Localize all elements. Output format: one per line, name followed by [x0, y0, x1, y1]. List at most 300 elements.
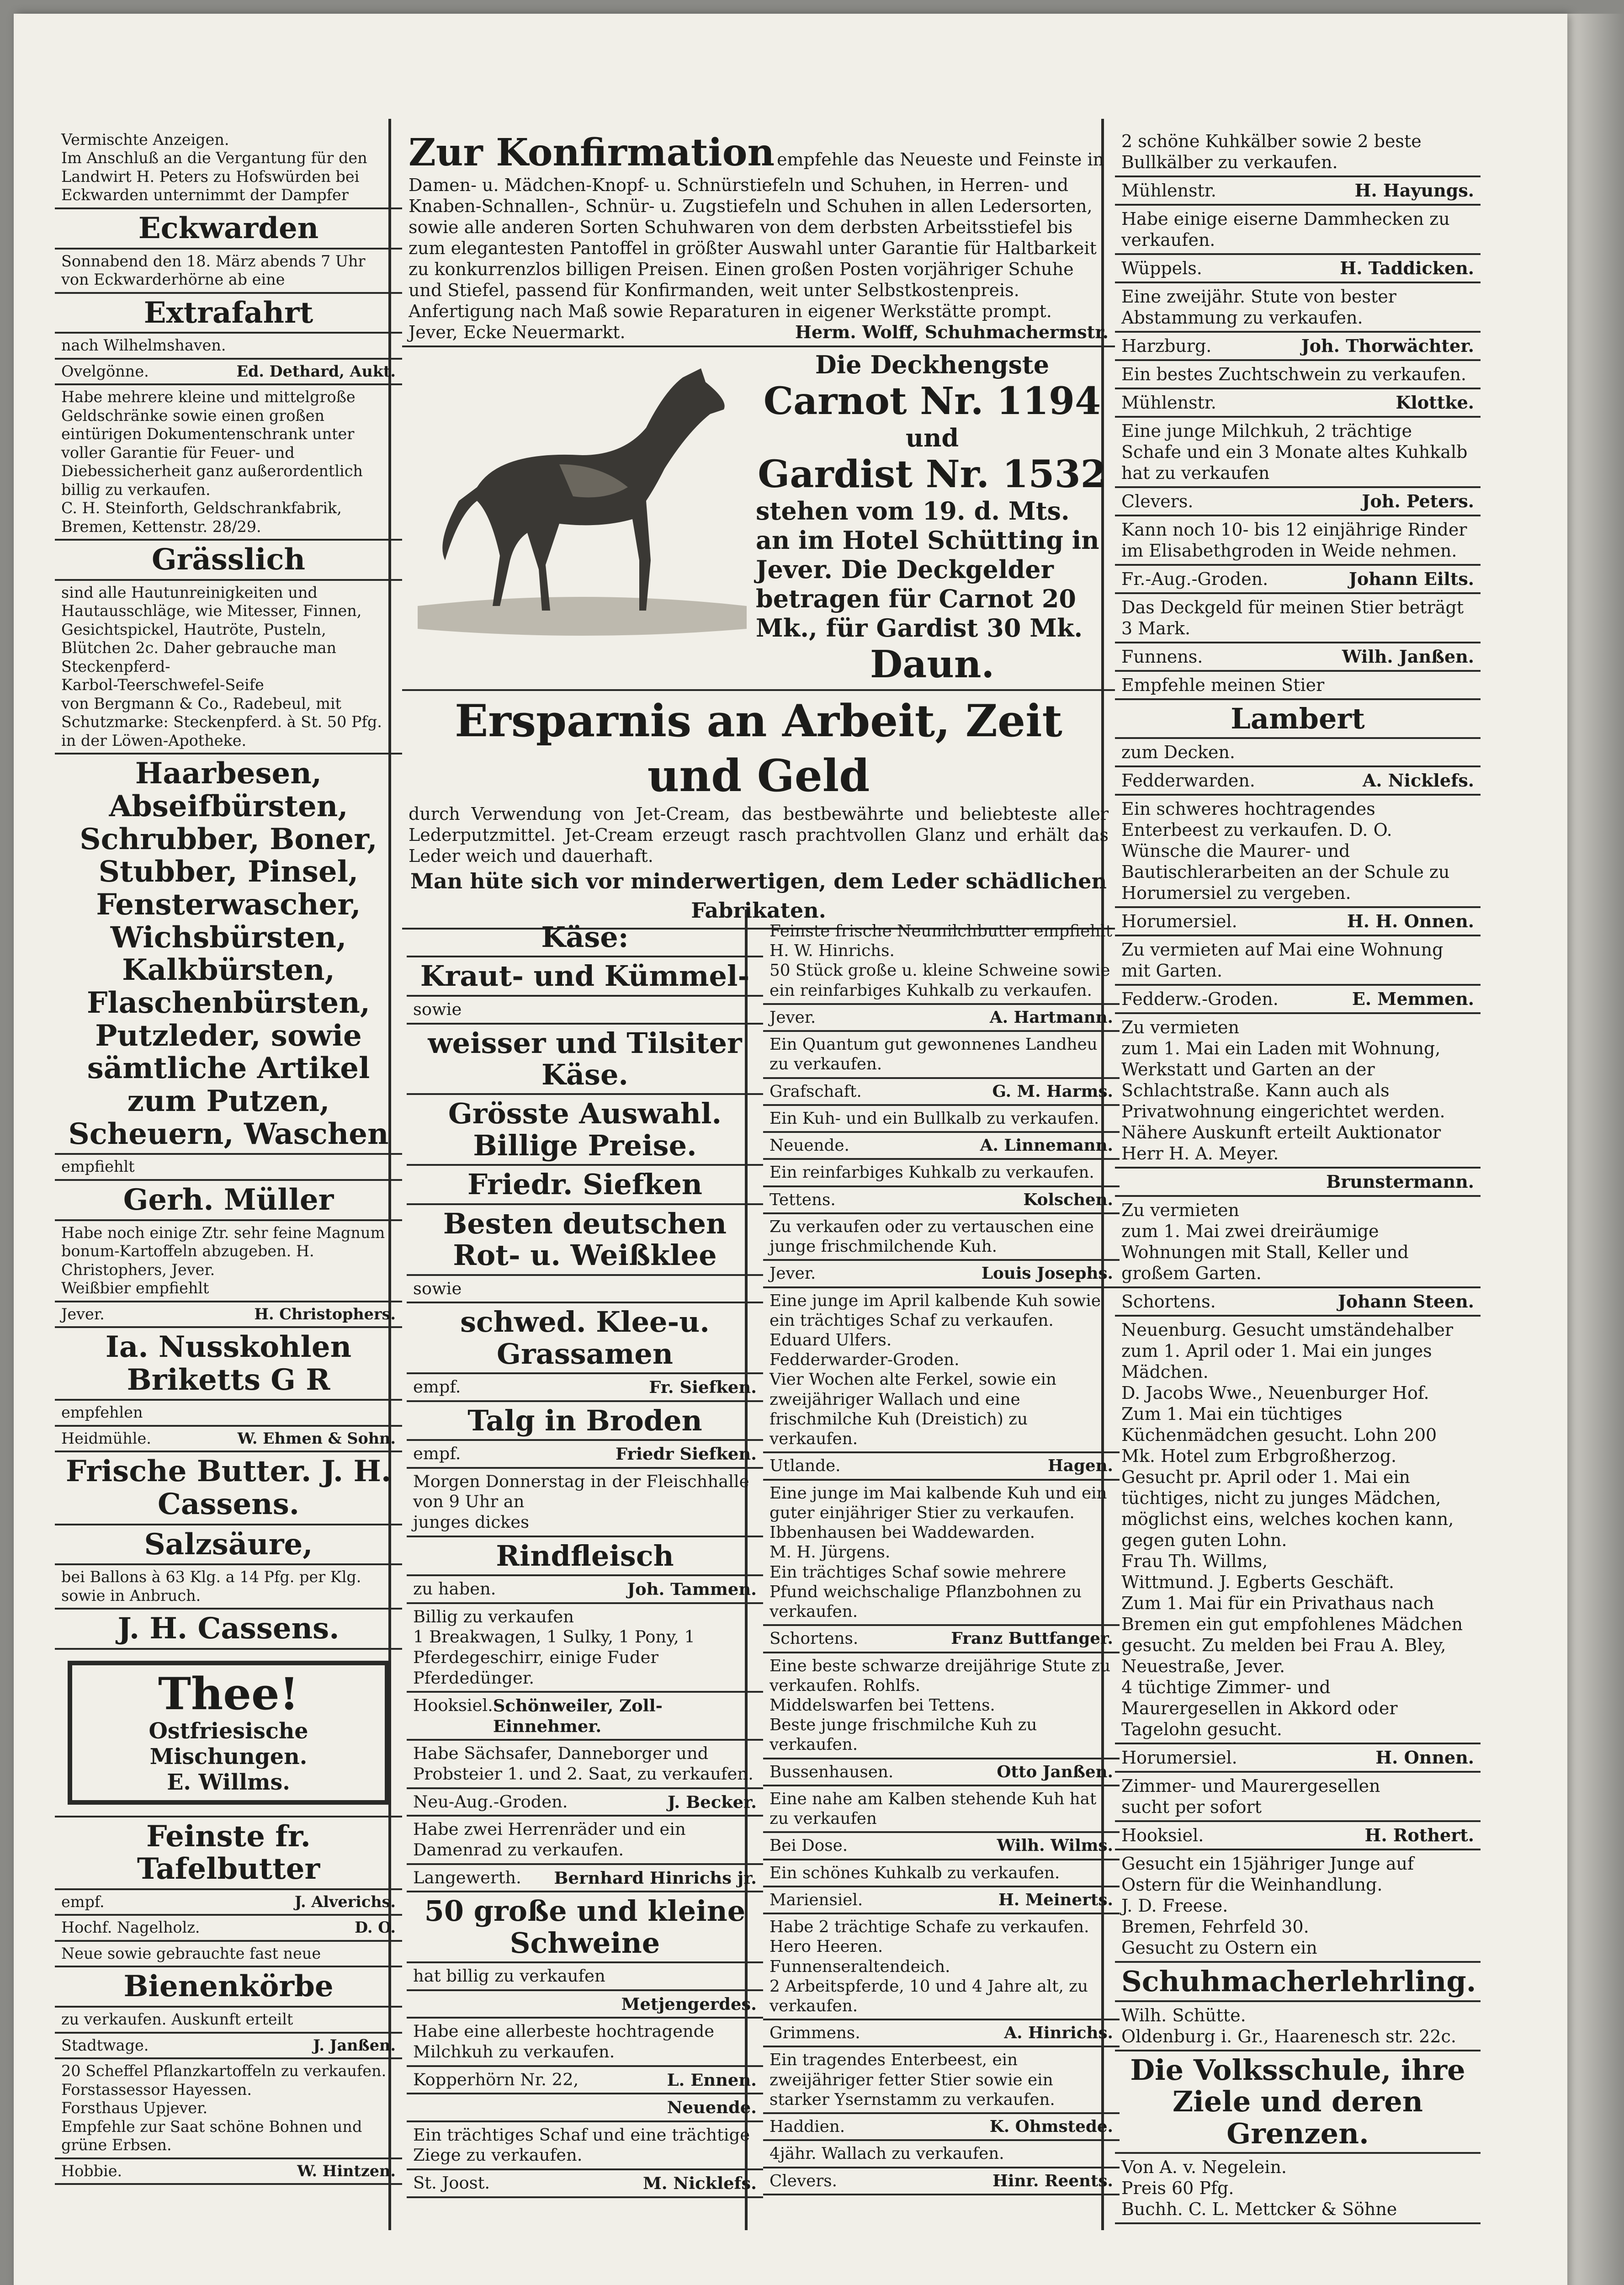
thee-subtitle: Ostfriesische Mischungen. [149, 1718, 308, 1770]
ad-text: 4 tüchtige Zimmer- und Maurergesellen in Akkord oder Tagelohn gesucht. [1121, 1677, 1398, 1740]
signature-name: Fr. Siefken. [649, 1377, 757, 1398]
ad-block [55, 1610, 402, 1650]
signature-place: Mühlenstr. [1121, 393, 1216, 413]
ad-headline: Eckwarden [138, 211, 319, 245]
signature-place: St. Joost. [413, 2173, 490, 2193]
signature-place: Clevers. [1121, 491, 1194, 511]
signature-place: Clevers. [770, 2171, 837, 2190]
signature-place: Jever. [61, 1305, 105, 1323]
ad-block [763, 1914, 1120, 2020]
signature-name: Wilh. Janßen. [1342, 646, 1474, 667]
ad-signature [1121, 770, 1474, 791]
ad-text: Ein trächtiges Schaf und eine trächtige Ziege zu verkaufen. [413, 2125, 750, 2165]
signature-name: W. Hintzen. [297, 2162, 396, 2180]
ad-text: J. D. Freese. [1121, 1896, 1228, 1916]
ad-text: Empfehle meinen Stier [1121, 675, 1325, 695]
ad-block [55, 1650, 402, 1817]
ad-block [407, 2170, 763, 2198]
ad-signature [1121, 1747, 1474, 1768]
ad-block [763, 2114, 1120, 2141]
ad-text: Ein schweres hochtragendes Enterbeest zu verkaufen. D. O. [1121, 799, 1392, 840]
ad-text: Von A. v. Negelein. [1121, 2157, 1287, 2178]
ad-text: Zu vermieten auf Mai eine Wohnung mit Garten. [1121, 940, 1444, 981]
ad-signature [770, 2023, 1113, 2043]
ad-signature [770, 1008, 1113, 1027]
ad-text: C. H. Steinforth, Geldschrankfabrik, Bremen, Kettenstr. 28/29. [61, 499, 342, 536]
ad-headline: Ia. Nusskohlen Briketts G R [105, 1330, 352, 1397]
ad-headline: Frische Butter. J. H. Cassens. [65, 1454, 392, 1522]
ad-text: Bremen, Fehrfeld 30. [1121, 1917, 1309, 1937]
signature-place: Tettens. [770, 1190, 836, 1209]
ad-block [763, 1887, 1120, 1914]
ad-headline: Extrafahrt [143, 295, 313, 330]
signature-name: H. H. Onnen. [1347, 911, 1474, 932]
ad-signature [770, 1190, 1113, 1210]
signature-name: H. Meinerts. [998, 1890, 1113, 1909]
ad-text: von Bergmann & Co., Radebeul, mit Schutzmarke: Steckenpferd. à St. 50 Pfg. in der Löwen-Apotheke. [61, 694, 382, 749]
ad-block [1115, 389, 1481, 418]
ad-text: Habe 2 trächtige Schafe zu verkaufen. Hero Heeren. [770, 1918, 1089, 1956]
ad-block [1115, 361, 1481, 389]
ad-headline: Kraut- und Kümmel- [420, 959, 750, 993]
signature-name: J. Alverichs. [294, 1892, 396, 1911]
signature-place: Horumersiel. [1121, 1748, 1237, 1768]
ad-block [1115, 2154, 1481, 2224]
signature-name: M. Nicklefs. [642, 2173, 757, 2194]
signature-place: Neu-Aug.-Groden. [413, 1791, 568, 1812]
signature-place: Ovelgönne. [61, 362, 149, 380]
ad-headline: Talg in Broden [467, 1403, 702, 1437]
ad-block [55, 1181, 402, 1221]
ad-text: Zu verkaufen oder zu vertauschen eine junge frischmilchende Kuh. [770, 1217, 1094, 1256]
stallion-text: Die Deckhengste Carnot Nr. 1194 und Gardist Nr. 1532 stehen vom 19. d. Mts. an im Hotel Schütting in Jever. Die Deckgelder betragen für Carnot 20 Mk., für Gardist 30 Mk. Daun. [756, 350, 1109, 686]
ad-headline: Besten deutschen Rot- u. Weißklee [443, 1206, 727, 1272]
ad-block [1115, 1317, 1481, 1744]
ad-text: hat billig zu verkaufen [413, 1966, 605, 1986]
ad-block [407, 2094, 763, 2122]
signature-place: Mühlenstr. [1121, 181, 1216, 201]
ad-block [1115, 2002, 1481, 2051]
ad-block [1115, 986, 1481, 1014]
ad-signature [413, 1695, 757, 1736]
ad-text: zum 1. Mai ein Laden mit Wohnung, Werkstatt und Garten an der Schlachtstraße. Kann auch als Privatwohnung eingerichtet werden. Nähere Auskunft erteilt Auktionator Herr H. A. Meyer. [1121, 1038, 1445, 1164]
signature-place: Hooksiel. [1121, 1825, 1204, 1846]
ad-block [763, 2020, 1120, 2047]
ad-text: 2 schöne Kuhkälber sowie 2 beste Bullkälber zu verkaufen. [1121, 131, 1422, 172]
ad-text: Oldenburg i. Gr., Haarenesch str. 22c. [1121, 2026, 1456, 2046]
column-2-top [402, 128, 1115, 923]
ad-signature [770, 1264, 1113, 1283]
ad-block [763, 1653, 1120, 1759]
signature-place: Grafschaft. [770, 1082, 862, 1101]
ad-block [55, 2008, 402, 2033]
ad-headline: Friedr. Siefken [467, 1168, 702, 1201]
signature-name: A. Hartmann. [989, 1007, 1113, 1027]
ad-block [55, 1967, 402, 2008]
ad-text: 20 Scheffel Pflanzkartoffeln zu verkaufen. [61, 2062, 387, 2080]
ad-text: Habe noch einige Ztr. sehr feine Magnum bonum-Kartoffeln abzugeben. H. Christophers, Jever. [61, 1223, 385, 1279]
ad-block [55, 1565, 402, 1610]
ad-signature [1121, 392, 1474, 413]
signature-name: D. O. [355, 1918, 396, 1937]
ad-signature [413, 2070, 757, 2090]
ad-text: Karbol-Teerschwefel-Seife [61, 676, 264, 694]
ad-text: Middelswarfen bei Tettens. [770, 1695, 995, 1715]
ad-text: Eine junge im April kalbende Kuh sowie ein trächtiges Schaf zu verkaufen. Eduard Ulfers. [770, 1291, 1101, 1350]
ad-text: Wilh. Schütte. [1121, 2005, 1246, 2025]
ad-block [1115, 594, 1481, 643]
ad-block [763, 1626, 1120, 1653]
ad-block [763, 2047, 1120, 2114]
ad-block [1115, 333, 1481, 361]
ad-signature [1121, 258, 1474, 279]
ad-block [407, 1469, 763, 1537]
signature-name: Joh. Thorwächter. [1301, 335, 1474, 356]
signature-name: H. Onnen. [1375, 1747, 1474, 1768]
ad-text: nach Wilhelmshaven. [61, 336, 226, 355]
ad-text: zum Decken. [1121, 742, 1235, 763]
stallion-ad [402, 347, 1115, 691]
ad-signature [413, 2173, 757, 2194]
ad-signature [413, 1994, 757, 2014]
ad-block [1115, 128, 1481, 177]
ad-block [407, 1963, 763, 1991]
ad-block [407, 1991, 763, 2019]
ad-block [1115, 206, 1481, 255]
ad-block [55, 1221, 402, 1302]
signature-place: Bussenhausen. [770, 1762, 894, 1781]
ad-headline: Salzsäure, [144, 1527, 313, 1562]
ad-block [407, 1892, 763, 1963]
ad-signature [61, 1429, 396, 1448]
ad-signature [1121, 569, 1474, 590]
signature-name: Hinr. Reents. [992, 2171, 1113, 2190]
ad-text: empfehlen [61, 1403, 143, 1422]
ad-block [407, 919, 763, 957]
ad-text: sind alle Hautunreinigkeiten und Hautausschläge, wie Mitesser, Finnen, Gesichtspickel, Hautröte, Pusteln, Blütchen 2c. Daher gebrauche man [61, 583, 362, 657]
ad-text: Gesucht zu Ostern ein [1121, 1938, 1317, 1958]
ad-signature [770, 1836, 1113, 1855]
ad-block [763, 2141, 1120, 2168]
ad-headline: Grösste Auswahl. Billige Preise. [448, 1097, 722, 1162]
column-2-lower [407, 919, 763, 2235]
signature-name: Hagen. [1048, 1456, 1113, 1476]
signature-name: Friedr Siefken. [616, 1444, 757, 1464]
signature-name: H. Hayungs. [1354, 180, 1474, 201]
ad-signature [1121, 646, 1474, 667]
ad-block [1115, 1288, 1481, 1317]
ad-text: Habe eine allerbeste hochtragende Milchkuh zu verkaufen. [413, 2021, 715, 2062]
ad-text: Ein schönes Kuhkalb zu verkaufen. [770, 1863, 1060, 1882]
signature-place: Jever. [770, 1264, 816, 1283]
ad-block [763, 1786, 1120, 1833]
ad-signature [770, 1629, 1113, 1648]
ad-block [763, 1860, 1120, 1887]
ad-text: Buchh. C. L. Mettcker & Söhne [1121, 2199, 1397, 2220]
signature-name: J. Janßen. [313, 2036, 396, 2054]
ad-text: Im Anschluß an die Vergantung für den Landwirt H. Peters zu Hofswürden bei Eckwarden unternimmt der Dampfer [61, 149, 367, 204]
signature-place: Hooksiel. [413, 1695, 493, 1716]
signature-name: Ed. Dethard, Aukt. [236, 362, 396, 380]
ad-block [763, 1453, 1120, 1480]
signature-place: Harzburg. [1121, 336, 1212, 356]
ad-block [55, 1452, 402, 1525]
ad-block [1115, 516, 1481, 566]
newspaper-page [14, 14, 1567, 2285]
thee-signature: E. Willms. [167, 1770, 290, 1796]
ad-block [763, 1833, 1120, 1860]
signature-place: Heidmühle. [61, 1429, 151, 1447]
ad-signature [61, 2162, 396, 2180]
signature-place: Horumersiel. [1121, 911, 1237, 932]
ad-text: Kann noch 10- bis 12 einjährige Rinder im Elisabethgroden in Weide nehmen. [1121, 520, 1467, 561]
ad-text: Das Deckgeld für meinen Stier beträgt 3 Mark. [1121, 597, 1464, 638]
ad-block [1115, 283, 1481, 333]
ad-text: Neuenburg. Gesucht umständehalber zum 1. April oder 1. Mai ein junges Mädchen. [1121, 1320, 1454, 1382]
signature-name: H. Rothert. [1364, 1825, 1474, 1846]
konfirmation-text: empfehle das Neueste und Feinste in Damen- u. Mädchen-Knopf- u. Schnürstiefeln und Schuhen, in Herren- und Knaben-Schnallen-, Schnür- u. Zugstiefeln und Schuhen in allen Ledersorten, sowie alle anderen Sorten Schuhwaren von dem derbsten Arbeitsstiefel bis zum elegantesten Pantoffel in größter Auswahl unter Garantie für Haltbarkeit zu konkurrenzlos billigen Preisen. Einen großen Posten vorjähriger Schuhe und Stiefel, passend für Konfirmanden, weit unter Selbstkostenpreis. Anfertigung nach Maß sowie Reparaturen in eigener Werkstätte prompt. [409, 149, 1104, 321]
ad-headline: 50 große und kleine Schweine [424, 1894, 746, 1960]
ad-block [1115, 2051, 1481, 2154]
ad-text: empfiehlt [61, 1158, 135, 1176]
ad-block [55, 2034, 402, 2059]
ad-block [55, 1302, 402, 1328]
ad-block [407, 1789, 763, 1817]
ad-text: Ein Kuh- und ein Bullkalb zu verkaufen. [770, 1109, 1099, 1128]
ad-block [55, 1525, 402, 1566]
ad-headline: Die Volksschule, ihre Ziele und deren Grenzen. [1130, 2053, 1465, 2150]
ad-headline: Lambert [1231, 702, 1365, 735]
ad-headline: J. H. Cassens. [117, 1611, 340, 1646]
signature-place: Fedderw.-Groden. [1121, 989, 1279, 1010]
konfirmation-signature: Jever, Ecke Neuermarkt. Herm. Wolff, Schuhmachermstr. [409, 322, 1109, 342]
ad-block [55, 385, 402, 541]
ad-text: sowie [413, 999, 462, 1019]
ad-block [55, 334, 402, 359]
signature-name: Joh. Tammen. [627, 1579, 757, 1600]
ad-text: Ein Quantum gut gewonnenes Landheu zu verkaufen. [770, 1035, 1098, 1074]
ad-block [1115, 1744, 1481, 1773]
ad-text: Forsthaus Upjever. [61, 2099, 208, 2117]
ad-signature [413, 1444, 757, 1464]
ad-text: Ein bestes Zuchtschwein zu verkaufen. [1121, 364, 1466, 384]
ad-block [763, 1032, 1120, 1079]
column-3 [763, 919, 1120, 2235]
signature-name: J. Becker. [667, 1791, 757, 1812]
jet-cream-ad: Ersparnis an Arbeit, Zeit und Geld durch Verwendung von Jet-Cream, das bestbewährte und beliebteste aller Lederputzmittel. Jet-Cream erzeugt rasch prachtvollen Glanz und erhält das Leder weich und dauerhaft. Man hüte sich vor minderwertigen, dem Leder schädlichen Fabrikaten. [402, 691, 1115, 930]
signature-name: Schönweiler, Zoll-Einnehmer. [493, 1695, 663, 1736]
ad-text: Habe zwei Herrenräder und ein Damenrad zu verkaufen. [413, 1819, 686, 1860]
ad-block [763, 1005, 1120, 1032]
ad-block [407, 1303, 763, 1374]
signature-name: Bernhard Hinrichs jr. [554, 1867, 757, 1888]
ad-block [1115, 566, 1481, 594]
ad-text: Eine junge Milchkuh, 2 trächtige Schafe und ein 3 Monate altes Kuhkalb hat zu verkaufen [1121, 421, 1468, 483]
ad-text: Zum 1. Mai ein tüchtiges Küchenmädchen gesucht. Lohn 200 Mk. Hotel zum Erbgroßherzog. [1121, 1404, 1437, 1467]
ad-block [1115, 767, 1481, 796]
ad-block [55, 1817, 402, 1890]
ad-text: Ein trächtiges Schaf sowie mehrere Pfund weichschalige Pflanzbohnen zu verkaufen. [770, 1562, 1082, 1621]
ad-block [407, 1402, 763, 1441]
ad-block [55, 2059, 402, 2159]
ersparnis-title: Ersparnis an Arbeit, Zeit und Geld [455, 695, 1062, 802]
signature-name: W. Ehmen & Sohn. [237, 1429, 396, 1447]
ad-text: Ein tragendes Enterbeest, ein zweijähriger fetter Stier sowie ein starker Ysernstamm zu verkaufen. [770, 2051, 1055, 2109]
ad-text: Weißbier empfiehlt [61, 1279, 209, 1297]
ad-text: Ein reinfarbiges Kuhkalb zu verkaufen. [770, 1163, 1094, 1182]
ad-block [407, 2019, 763, 2067]
signature-place: Langewerth. [413, 1867, 521, 1887]
signature-name: Kolschen. [1023, 1190, 1113, 1209]
konfirmation-ad [402, 128, 1115, 347]
ad-block [55, 2159, 402, 2185]
signature-name: Joh. Peters. [1362, 491, 1474, 511]
signature-place: Hobbie. [61, 2162, 122, 2180]
ad-text: Vermischte Anzeigen. [61, 131, 229, 149]
ad-headline: Käse: [541, 920, 629, 954]
signature-name: Johann Steen. [1337, 1291, 1474, 1312]
ad-block [407, 1741, 763, 1789]
ad-headline: Schuhmacherlehrling. [1121, 1965, 1476, 1998]
ad-text: junges dickes [413, 1512, 530, 1532]
ad-block [407, 1205, 763, 1276]
signature-place: empf. [61, 1892, 105, 1911]
ad-block [1115, 1822, 1481, 1850]
ad-block [1115, 672, 1481, 700]
signature-name: Brunstermann. [1326, 1171, 1474, 1192]
ad-text: Habe einige eiserne Dammhecken zu verkaufen. [1121, 209, 1450, 250]
ad-block [763, 1481, 1120, 1626]
column-1 [55, 128, 402, 2235]
ad-block [55, 1942, 402, 1967]
ad-text: 2 Arbeitspferde, 10 und 4 Jahre alt, zu verkaufen. [770, 1977, 1088, 2016]
ad-block [1115, 418, 1481, 488]
signature-place: Utlande. [770, 1456, 841, 1476]
ad-signature [770, 1456, 1113, 1476]
signature-name: Klottke. [1396, 392, 1474, 413]
ad-block [407, 957, 763, 996]
ad-block [55, 581, 402, 755]
signature-place: Schortens. [1121, 1291, 1216, 1312]
signature-name: Franz Buttfanger. [951, 1629, 1113, 1648]
ad-block [1115, 936, 1481, 986]
signature-name: Wilh. Wilms. [997, 1836, 1113, 1855]
ad-text: Empfehle zur Saat schöne Bohnen und grüne Erbsen. [61, 2117, 362, 2154]
ad-text: sowie [413, 1278, 462, 1298]
ad-block [55, 209, 402, 250]
ad-block [763, 1261, 1120, 1288]
stallion-name-carnot: Carnot Nr. 1194 [763, 379, 1101, 423]
ad-block [1115, 1169, 1481, 1197]
ad-block [763, 919, 1120, 1005]
ad-text: Morgen Donnerstag in der Fleischhalle von 9 Uhr an [413, 1471, 749, 1512]
ad-signature [413, 1377, 757, 1398]
ad-signature [770, 1082, 1113, 1101]
signature-name: E. Memmen. [1352, 988, 1474, 1010]
signature-place: Hochf. Nagelholz. [61, 1918, 200, 1937]
signature-name: Otto Janßen. [997, 1762, 1113, 1781]
thee-title: Thee! [158, 1668, 299, 1720]
ad-block [407, 1095, 763, 1166]
signature-name: G. M. Harms. [992, 1081, 1113, 1101]
ad-text: Zimmer- und Maurergesellen [1121, 1776, 1380, 1796]
ad-block [1115, 643, 1481, 672]
ad-text: M. H. Jürgens. [770, 1543, 891, 1562]
ad-headline: Gerh. Müller [123, 1182, 334, 1217]
ad-block [763, 1214, 1120, 1261]
ad-text: Eine beste schwarze dreijährige Stute zu verkaufen. Rohlfs. [770, 1656, 1110, 1695]
ad-block [407, 997, 763, 1025]
signature-place: empf. [413, 1377, 461, 1397]
ad-block [1115, 1014, 1481, 1169]
ad-block [55, 1427, 402, 1452]
ad-text: Frau Th. Willms, [1121, 1551, 1268, 1572]
ad-text: Gesucht pr. April oder 1. Mai ein tüchtiges, nicht zu junges Mädchen, möglichst eins, welches kochen kann, gegen guten Lohn. [1121, 1467, 1454, 1551]
signature-place: Funnens. [1121, 647, 1203, 667]
ad-text: Vier Wochen alte Ferkel, sowie ein zweijähriger Wallach und eine frischmilche Kuh (Dreistich) zu verkaufen. [770, 1370, 1056, 1449]
ad-text: 4jähr. Wallach zu verkaufen. [770, 2144, 1004, 2163]
ad-block [55, 294, 402, 334]
ad-signature [1121, 491, 1474, 512]
ad-text: Habe mehrere kleine und mittelgroße Geldschränke sowie einen großen eintürigen Dokumentenschrank unter voller Garantie für Feuer- und Diebessicherheit ganz außerordentlich billig zu verkaufen. [61, 388, 363, 499]
ad-block [763, 2168, 1120, 2195]
ad-headline: Bienenkörbe [123, 1969, 334, 2004]
signature-name: Louis Josephs. [981, 1264, 1113, 1283]
ad-signature [770, 1890, 1113, 1910]
ad-block [407, 1166, 763, 1205]
ad-block [407, 1374, 763, 1402]
ad-signature [1121, 911, 1474, 932]
ad-text: Zu vermieten [1121, 1017, 1239, 1038]
ad-text: D. Jacobs Wwe., Neuenburger Hof. [1121, 1383, 1429, 1403]
stallion-name-gardist: Gardist Nr. 1532 [758, 452, 1107, 496]
ad-block [407, 2122, 763, 2170]
ad-headline: Rindfleisch [496, 1539, 674, 1573]
ad-block [407, 1693, 763, 1741]
signature-name: H. Christophers. [254, 1305, 396, 1323]
signature-name: H. Taddicken. [1340, 258, 1474, 278]
ad-block [407, 1276, 763, 1304]
ad-block [1115, 700, 1481, 739]
column-4 [1115, 128, 1481, 2235]
ad-block [407, 1025, 763, 1095]
ad-text: Eine nahe am Kalben stehende Kuh hat zu verkaufen [770, 1789, 1097, 1828]
signature-place: Schortens. [770, 1629, 859, 1648]
ad-signature [1121, 335, 1474, 356]
ad-block [763, 1133, 1120, 1160]
ad-text: Ibbenhausen bei Waddewarden. [770, 1523, 1035, 1542]
signature-name: A. Hinrichs. [1004, 2023, 1113, 2043]
signature-place: Stadtwage. [61, 2036, 149, 2054]
signature-name: Metjengerdes. [621, 1993, 757, 2014]
signature-place: Kopperhörn Nr. 22, [413, 2069, 579, 2089]
ad-block [55, 1328, 402, 1401]
ad-block [763, 1187, 1120, 1214]
ad-block [55, 755, 402, 1155]
ad-text: Feinste frische Neumilchbutter empfiehlt H. W. Hinrichs. [770, 922, 1113, 961]
ad-signature [413, 2097, 757, 2118]
ad-signature [413, 1579, 757, 1600]
ad-block [407, 1537, 763, 1576]
ad-signature [61, 362, 396, 381]
ad-text: Zu vermieten [1121, 1200, 1239, 1221]
ad-text: 1 Breakwagen, 1 Sulky, 1 Pony, 1 Pferdegeschirr, einige Fuder Pferdedünger. [413, 1627, 695, 1688]
ad-text: Beste junge frischmilche Kuh zu verkaufen. [770, 1716, 1037, 1754]
ad-signature [1121, 1291, 1474, 1312]
ad-text: Zum 1. Mai für ein Privathaus nach Bremen ein gut empfohlenes Mädchen gesucht. Zu melden bei Frau A. Bley, Neuestraße, Jever. [1121, 1593, 1463, 1677]
ad-signature [1121, 1171, 1474, 1192]
ad-signature [770, 2117, 1113, 2136]
